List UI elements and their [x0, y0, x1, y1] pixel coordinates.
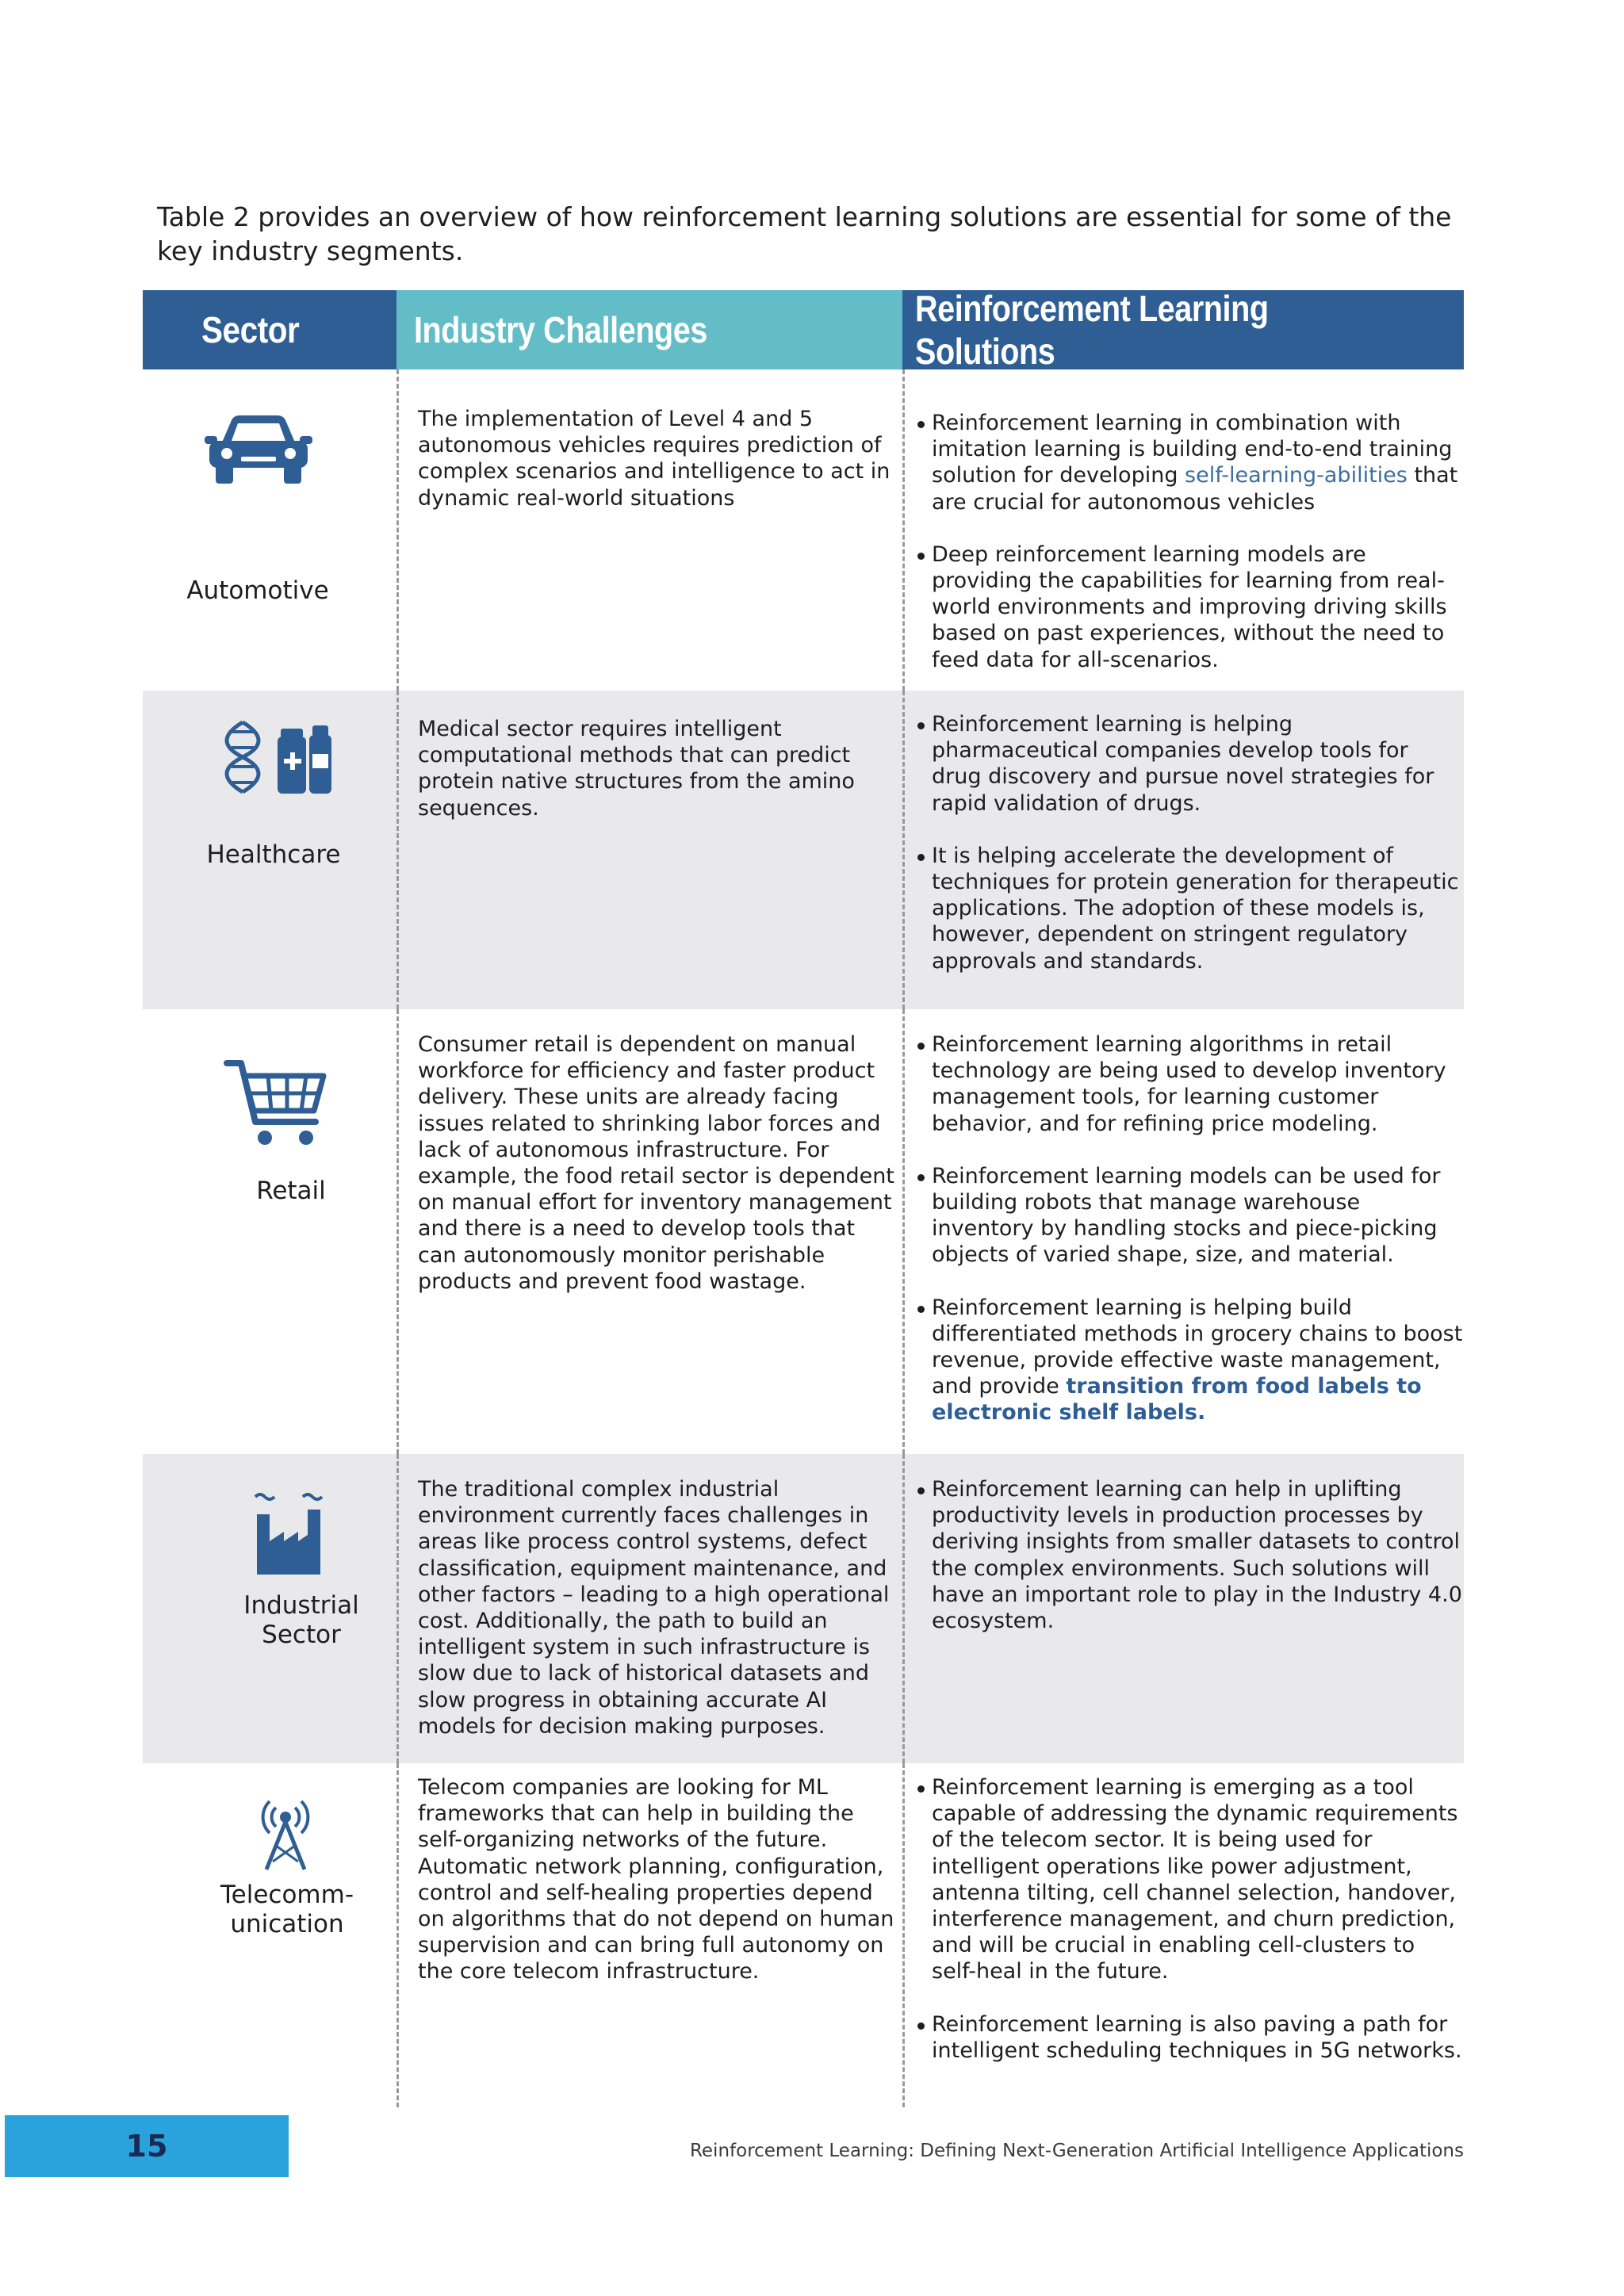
- self-learning-link[interactable]: self-learning-abilities: [1185, 463, 1408, 488]
- sector-label-line2: unication: [230, 1910, 344, 1938]
- intro-paragraph: Table 2 provides an overview of how reinforcement learning solutions are essential for some of the key industry segments.: [157, 201, 1452, 266]
- sector-label-industrial: [202, 1591, 400, 1650]
- sector-cell: [143, 1454, 396, 1763]
- solution-cell: [902, 1454, 1464, 1763]
- header-challenges-label: Industry Challenges: [414, 309, 707, 350]
- header-sector: [143, 290, 396, 369]
- challenge-text: The implementation of Level 4 and 5 autonomous vehicles requires prediction of complex scenarios and intelligence to act in dynamic real-world situations: [418, 407, 891, 511]
- sector-cell: [143, 1763, 396, 2107]
- solution-text: Reinforcement learning models can be used for building robots that manage warehouse inventory by handling stocks and piece-picking objects of varied shape, size, and material.: [932, 1163, 1441, 1268]
- table-row-retail: [143, 1009, 1464, 1454]
- challenge-text: The traditional complex industrial environment currently faces challenges in areas like process control systems, defect classification, equipment maintenance, and other factors – leading to a high operational cost. Additionally, the path to build an intelligent system in such infrastructure is slow due to lack of historical datasets and slow progress in obtaining accurate AI models for decision making purposes.: [418, 1477, 890, 1739]
- page-number: 15: [5, 2115, 289, 2177]
- solution-bullet: [917, 711, 1464, 817]
- solution-bullet: [917, 541, 1464, 673]
- sector-label-healthcare: Healthcare: [206, 840, 341, 869]
- solution-bullet: [917, 843, 1464, 974]
- car-icon: [205, 412, 312, 488]
- header-solutions-label: Reinforcement Learning Solutions: [915, 288, 1269, 372]
- solution-bullet: [917, 410, 1464, 515]
- solution-text-after: that are crucial for autonomous vehicles: [932, 463, 1458, 515]
- factory-icon: [252, 1490, 328, 1581]
- solution-bullet: [917, 1774, 1464, 1985]
- table-header: [143, 288, 1464, 372]
- sector-label-line1: Telecomm-: [220, 1881, 354, 1909]
- challenge-cell: [396, 1009, 902, 1454]
- solution-cell: [902, 1009, 1464, 1454]
- sector-label-retail: Retail: [256, 1177, 326, 1205]
- table-row-automotive: [143, 369, 1464, 691]
- challenge-text: Consumer retail is dependent on manual workforce for efficiency and faster product delivery. These units are already facing issues related to shrinking labor forces and lack of autonomous infrastructure. For example, the food retail sector is dependent on manual effort for inventory management and there is a need to develop tools that can autonomously monitor perishable products and prevent food wastage.: [418, 1032, 894, 1294]
- table-row-telecom: [143, 1763, 1464, 2107]
- solution-text: Reinforcement learning is also paving a path for intelligent scheduling techniques in 5G networks.: [932, 2011, 1462, 2063]
- solution-cell: [902, 691, 1464, 1009]
- sector-label-line1: Industrial: [243, 1591, 359, 1620]
- electronic-shelf-labels-link[interactable]: transition from food labels to electronic shelf labels.: [932, 1374, 1422, 1425]
- challenge-cell: [396, 1763, 902, 2107]
- solution-text: Reinforcement learning is helping build differentiated methods in grocery chains to boost revenue, provide effective waste management, and provide: [932, 1295, 1463, 1399]
- solution-cell: [902, 369, 1464, 691]
- solution-text: Deep reinforcement learning models are providing the capabilities for learning from real-world environments and improving driving skills based on past experiences, without the need to feed data for all-scenarios.: [932, 541, 1447, 672]
- challenge-text: Medical sector requires intelligent computational methods that can predict protein native structures from the amino sequences.: [418, 717, 855, 821]
- sector-label-automotive: Automotive: [186, 576, 329, 605]
- solution-text: Reinforcement learning is emerging as a tool capable of addressing the dynamic requirements of the telecom sector. It is being used for intelligent operations like power adjustment, antenna tilting, cell channel selection, handover, interference management, and churn prediction, and will be crucial in enabling cell-clusters to self-heal in the future.: [932, 1775, 1458, 1984]
- solution-bullet: [917, 2011, 1464, 2064]
- sector-cell: [143, 691, 396, 1009]
- challenge-cell: [396, 1454, 902, 1763]
- solution-bullet: [917, 1295, 1464, 1426]
- header-sector-label: Sector: [201, 309, 300, 350]
- table-row-healthcare: [143, 691, 1464, 1009]
- sector-cell: [143, 369, 396, 691]
- signal-tower-icon: [255, 1790, 316, 1876]
- sector-cell: [143, 1009, 396, 1454]
- solution-text: It is helping accelerate the development of techniques for protein generation for therapeutic applications. The adoption of these models is, however, dependent on stringent regulatory approvals and standards.: [932, 843, 1459, 974]
- solution-bullet: [917, 1031, 1464, 1137]
- dna-and-medicine-icon: [222, 719, 333, 798]
- footer-title: Reinforcement Learning: Defining Next-Generation Artificial Intelligence Applications: [689, 2141, 1464, 2161]
- sector-table: [143, 290, 1464, 2107]
- shopping-cart-icon: [224, 1058, 328, 1152]
- header-solutions: [902, 288, 1464, 372]
- challenge-text: Telecom companies are looking for ML frameworks that can help in building the self-organizing networks of the future. Automatic network planning, configuration, control and self-healing properties depend on algorithms that do not depend on human supervision and can bring full autonomy on the core telecom infrastructure.: [418, 1775, 894, 1984]
- table-row-industrial: [143, 1454, 1464, 1763]
- solution-text: Reinforcement learning can help in uplifting productivity levels in production processes by deriving insights from smaller datasets to control the complex environments. Such solutions will have an important role to play in the Industry 4.0 ecosystem.: [932, 1477, 1462, 1634]
- solution-text: Reinforcement learning algorithms in retail technology are being used to develop inventory management tools, for learning customer behavior, and for refining price modeling.: [932, 1032, 1446, 1136]
- solution-text: Reinforcement learning in combination with imitation learning is building end-to-end training solution for developing: [932, 411, 1453, 488]
- solution-text: Reinforcement learning is helping pharmaceutical companies develop tools for drug discovery and pursue novel strategies for rapid validation of drugs.: [932, 712, 1434, 816]
- solution-bullet: [917, 1163, 1464, 1269]
- challenge-cell: [396, 691, 902, 1009]
- solution-cell: [902, 1763, 1464, 2107]
- sector-label-line2: Sector: [262, 1621, 341, 1649]
- header-challenges: [396, 290, 902, 369]
- solution-bullet: [917, 1476, 1464, 1634]
- challenge-cell: [396, 369, 902, 691]
- sector-label-telecom: [188, 1881, 386, 1939]
